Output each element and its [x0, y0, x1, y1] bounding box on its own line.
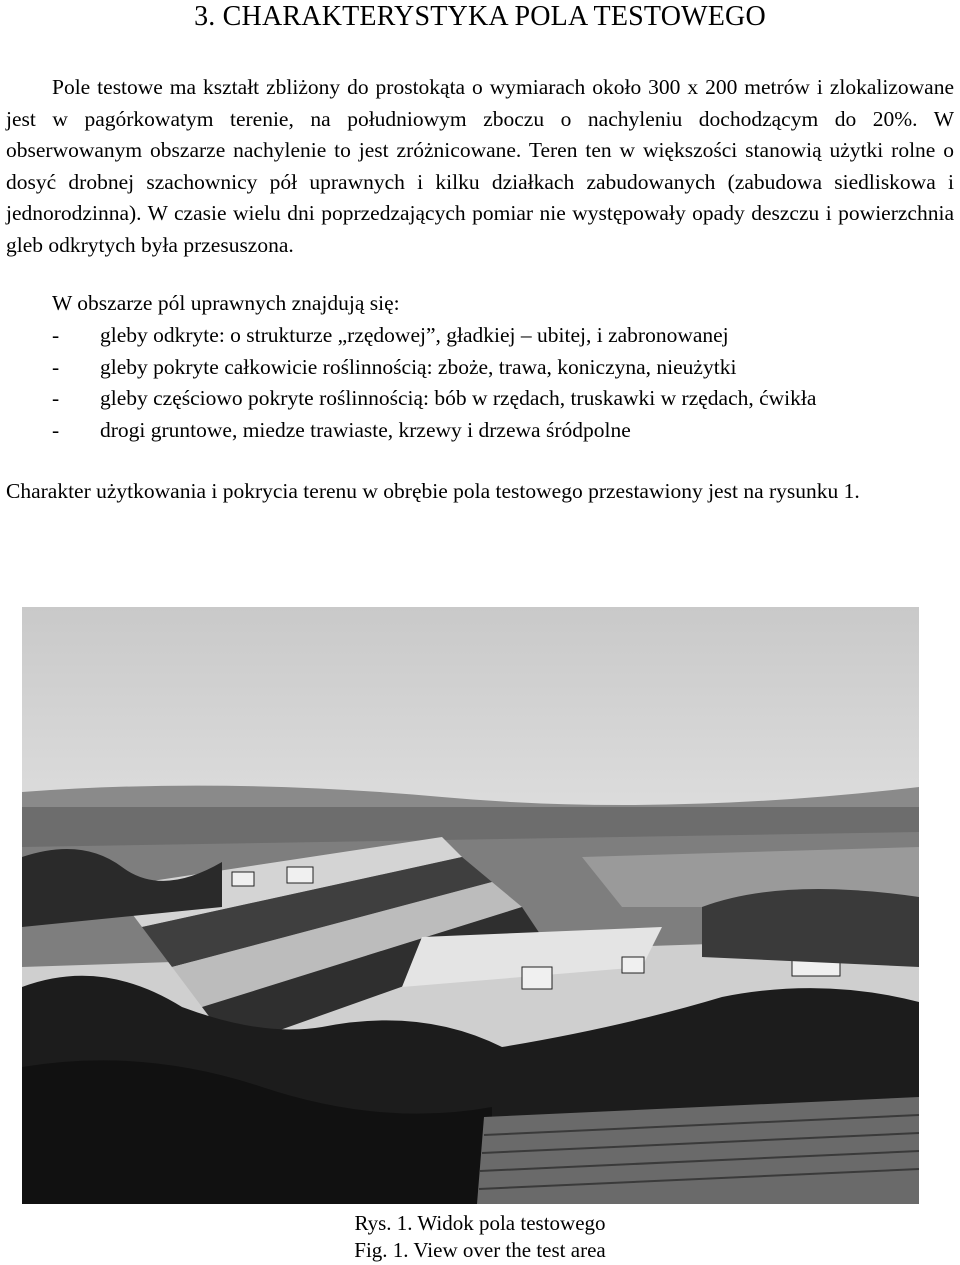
caption-polish: Rys. 1. Widok pola testowego: [354, 1211, 606, 1235]
list-intro: W obszarze pól uprawnych znajdują się:: [52, 291, 400, 315]
paragraph-text: Pole testowe ma kształt zbliżony do prostokąta o wymiarach około 300 x 200 metrów i zlokalizowane jest w pagórkowatym terenie, na południowym zboczu o nachyleniu dochodzącym do 20%. W obserwowanym obszarze nachylenie to jest zróżnicowane. Teren ten w większości stanowią użytki rolne o dosyć drobnej szachownicy pół uprawnych i kilku działkach zabudowanych (zabudowa siedliskowa i jednorodzinna). W czasie wielu dni poprzedzających pomiar nie występowały opady deszczu i powierzchnia gleb odkrytych była przesuszona.: [6, 75, 954, 257]
section-heading: 3. CHARAKTERYSTYKA POLA TESTOWEGO: [194, 1, 766, 32]
closing-paragraph: Charakter użytkowania i pokrycia terenu w obrębie pola testowego przestawiony jest na rysunku 1.: [6, 479, 860, 503]
list-dash: -: [52, 386, 60, 411]
list-item: [6, 415, 954, 447]
landscape-photo: [22, 607, 919, 1204]
caption-english: Fig. 1. View over the test area: [354, 1238, 606, 1262]
landscape-illustration: [22, 607, 919, 1204]
list-item-text: drogi gruntowe, miedze trawiaste, krzewy i drzewa śródpolne: [100, 417, 631, 442]
list-item-text: gleby częściowo pokryte roślinnością: bób w rzędach, truskawki w rzędach, ćwikła: [100, 386, 817, 411]
list-item: [6, 352, 954, 384]
list-item-text: gleby pokryte całkowicie roślinnością: zboże, trawa, koniczyna, nieużytki: [100, 354, 737, 379]
land-use-list: [6, 320, 954, 446]
list-dash: -: [52, 323, 60, 347]
list-item: [6, 383, 954, 415]
paragraph-intro: [6, 72, 954, 262]
list-dash: -: [52, 417, 60, 442]
list-item-text: gleby odkryte: o strukturze „rzędowej”, gładkiej – ubitej, i zabronowanej: [100, 323, 729, 347]
list-item: [6, 320, 954, 352]
list-intro-block: [6, 288, 954, 320]
list-dash: -: [52, 354, 60, 379]
figure-caption: [0, 1210, 960, 1264]
tree-cluster: [702, 889, 919, 967]
sky: [22, 607, 919, 807]
